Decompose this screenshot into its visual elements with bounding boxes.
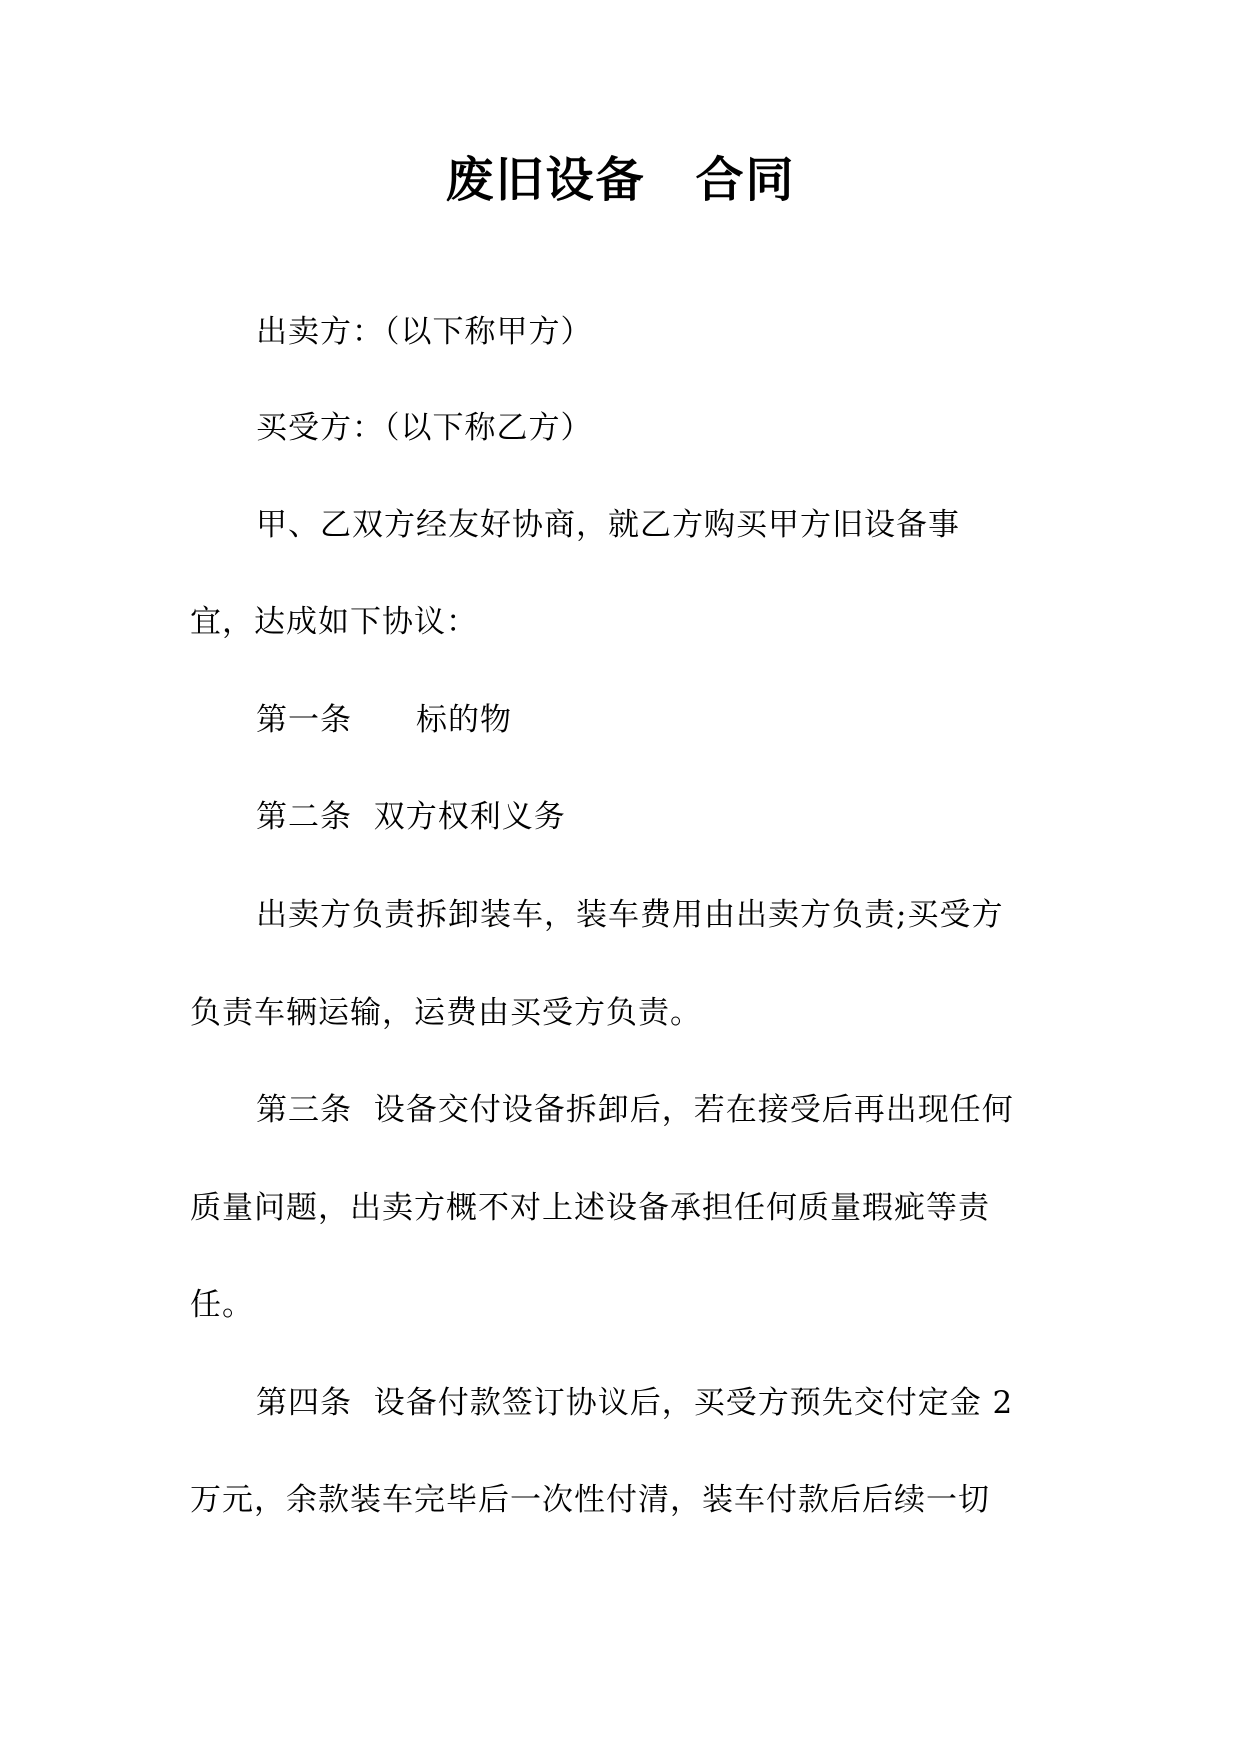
article-4-line-2: 万元，余款装车完毕后一次性付清，装车付款后后续一切	[190, 1482, 990, 1518]
document-title: 废旧设备 合同	[445, 152, 796, 208]
seller-line: 出卖方：（以下称甲方）	[256, 314, 593, 350]
article-1-heading: 第一条 标的物	[256, 702, 512, 738]
article-2-heading: 第二条 双方权利义务	[256, 799, 566, 835]
article-3-line-2: 质量问题，出卖方概不对上述设备承担任何质量瑕疵等责	[190, 1190, 990, 1226]
article-2-line-1: 出卖方负责拆卸装车，装车费用由出卖方负责;买受方	[256, 897, 1004, 933]
article-3-line-1: 第三条 设备交付设备拆卸后，若在接受后再出现任何	[256, 1092, 1014, 1128]
article-2-line-2: 负责车辆运输，运费由买受方负责。	[190, 995, 702, 1031]
preamble-line-2: 宜，达成如下协议：	[190, 604, 478, 640]
preamble-line-1: 甲、乙双方经友好协商，就乙方购买甲方旧设备事	[256, 507, 960, 543]
article-3-line-3: 任。	[190, 1287, 254, 1323]
article-4-line-1: 第四条 设备付款签订协议后，买受方预先交付定金 2	[256, 1385, 1014, 1421]
buyer-line: 买受方：（以下称乙方）	[256, 410, 593, 446]
